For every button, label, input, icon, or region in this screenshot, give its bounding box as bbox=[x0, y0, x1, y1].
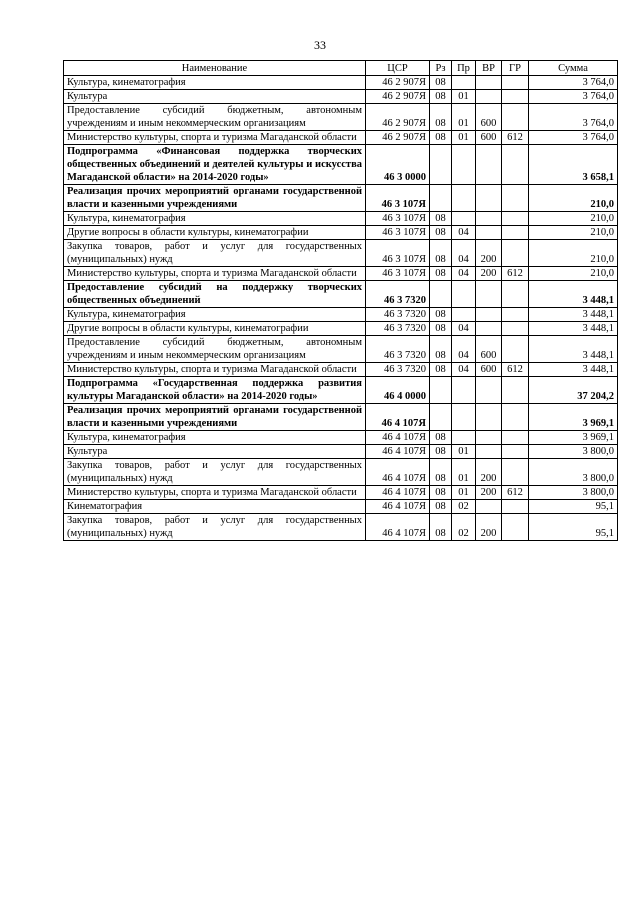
row-sum: 3 448,1 bbox=[529, 308, 618, 322]
row-gr bbox=[502, 90, 529, 104]
row-pr bbox=[452, 76, 476, 90]
row-rz: 08 bbox=[430, 459, 452, 486]
row-csr: 46 4 107Я bbox=[366, 500, 430, 514]
row-pr bbox=[452, 185, 476, 212]
row-csr: 46 4 107Я bbox=[366, 459, 430, 486]
row-sum: 210,0 bbox=[529, 240, 618, 267]
row-name: Другие вопросы в области культуры, кинематографии bbox=[64, 322, 366, 336]
row-name: Закупка товаров, работ и услуг для государственных (муниципальных) нужд bbox=[64, 459, 366, 486]
table-row bbox=[64, 500, 618, 514]
row-vr bbox=[476, 185, 502, 212]
row-rz: 08 bbox=[430, 514, 452, 541]
row-rz: 08 bbox=[430, 445, 452, 459]
row-csr: 46 3 107Я bbox=[366, 185, 430, 212]
row-pr: 01 bbox=[452, 459, 476, 486]
row-csr: 46 3 0000 bbox=[366, 145, 430, 185]
row-csr: 46 3 107Я bbox=[366, 240, 430, 267]
row-pr bbox=[452, 404, 476, 431]
row-rz: 08 bbox=[430, 226, 452, 240]
row-gr bbox=[502, 185, 529, 212]
row-sum: 3 764,0 bbox=[529, 76, 618, 90]
row-csr: 46 2 907Я bbox=[366, 131, 430, 145]
row-vr bbox=[476, 90, 502, 104]
row-sum: 3 764,0 bbox=[529, 104, 618, 131]
row-gr: 612 bbox=[502, 131, 529, 145]
table-row bbox=[64, 336, 618, 363]
row-gr bbox=[502, 308, 529, 322]
row-gr bbox=[502, 281, 529, 308]
row-rz: 08 bbox=[430, 240, 452, 267]
row-rz: 08 bbox=[430, 336, 452, 363]
table-row bbox=[64, 514, 618, 541]
row-gr: 612 bbox=[502, 363, 529, 377]
header-rz: Рз bbox=[430, 61, 452, 76]
row-sum: 95,1 bbox=[529, 500, 618, 514]
row-sum: 3 764,0 bbox=[529, 90, 618, 104]
row-name: Предоставление субсидий бюджетным, автономным учреждениям и иным некоммерческим организациям bbox=[64, 336, 366, 363]
header-sum: Сумма bbox=[529, 61, 618, 76]
row-pr bbox=[452, 281, 476, 308]
table-row bbox=[64, 308, 618, 322]
row-sum: 210,0 bbox=[529, 226, 618, 240]
row-rz: 08 bbox=[430, 267, 452, 281]
table-row bbox=[64, 445, 618, 459]
row-vr bbox=[476, 145, 502, 185]
row-csr: 46 2 907Я bbox=[366, 90, 430, 104]
row-vr bbox=[476, 212, 502, 226]
table-row bbox=[64, 404, 618, 431]
row-name: Кинематография bbox=[64, 500, 366, 514]
row-csr: 46 3 107Я bbox=[366, 267, 430, 281]
row-csr: 46 4 107Я bbox=[366, 404, 430, 431]
row-vr bbox=[476, 308, 502, 322]
table-row bbox=[64, 281, 618, 308]
row-gr bbox=[502, 445, 529, 459]
row-sum: 3 448,1 bbox=[529, 336, 618, 363]
header-pr: Пр bbox=[452, 61, 476, 76]
row-csr: 46 4 107Я bbox=[366, 431, 430, 445]
row-vr bbox=[476, 322, 502, 336]
row-csr: 46 3 7320 bbox=[366, 281, 430, 308]
row-vr bbox=[476, 226, 502, 240]
table-row bbox=[64, 377, 618, 404]
row-vr bbox=[476, 377, 502, 404]
table-body bbox=[64, 76, 618, 541]
row-gr bbox=[502, 145, 529, 185]
row-sum: 3 658,1 bbox=[529, 145, 618, 185]
row-pr: 01 bbox=[452, 486, 476, 500]
row-pr: 01 bbox=[452, 90, 476, 104]
row-rz: 08 bbox=[430, 431, 452, 445]
table-row bbox=[64, 212, 618, 226]
row-name: Культура, кинематография bbox=[64, 431, 366, 445]
row-vr bbox=[476, 445, 502, 459]
row-name: Другие вопросы в области культуры, кинематографии bbox=[64, 226, 366, 240]
row-csr: 46 4 0000 bbox=[366, 377, 430, 404]
row-sum: 3 969,1 bbox=[529, 404, 618, 431]
table-row bbox=[64, 226, 618, 240]
row-pr: 04 bbox=[452, 240, 476, 267]
row-gr bbox=[502, 104, 529, 131]
row-vr bbox=[476, 500, 502, 514]
row-name: Министерство культуры, спорта и туризма Магаданской области bbox=[64, 486, 366, 500]
row-name: Культура, кинематография bbox=[64, 212, 366, 226]
row-vr bbox=[476, 404, 502, 431]
row-gr bbox=[502, 500, 529, 514]
row-gr bbox=[502, 514, 529, 541]
row-gr bbox=[502, 404, 529, 431]
header-vr: ВР bbox=[476, 61, 502, 76]
table-row bbox=[64, 185, 618, 212]
row-name: Закупка товаров, работ и услуг для государственных (муниципальных) нужд bbox=[64, 240, 366, 267]
row-csr: 46 3 7320 bbox=[366, 322, 430, 336]
row-sum: 3 800,0 bbox=[529, 445, 618, 459]
row-name: Культура, кинематография bbox=[64, 76, 366, 90]
row-gr bbox=[502, 336, 529, 363]
row-vr: 200 bbox=[476, 459, 502, 486]
table-row bbox=[64, 104, 618, 131]
row-vr: 200 bbox=[476, 267, 502, 281]
row-csr: 46 3 7320 bbox=[366, 308, 430, 322]
row-gr bbox=[502, 377, 529, 404]
row-sum: 3 448,1 bbox=[529, 281, 618, 308]
row-rz: 08 bbox=[430, 486, 452, 500]
row-gr bbox=[502, 226, 529, 240]
table-row bbox=[64, 363, 618, 377]
row-pr bbox=[452, 308, 476, 322]
row-sum: 210,0 bbox=[529, 185, 618, 212]
row-vr: 600 bbox=[476, 131, 502, 145]
row-csr: 46 4 107Я bbox=[366, 445, 430, 459]
row-pr: 01 bbox=[452, 445, 476, 459]
row-pr bbox=[452, 145, 476, 185]
row-name: Культура bbox=[64, 90, 366, 104]
row-rz: 08 bbox=[430, 363, 452, 377]
row-vr: 200 bbox=[476, 514, 502, 541]
table-row bbox=[64, 240, 618, 267]
row-rz: 08 bbox=[430, 90, 452, 104]
row-sum: 95,1 bbox=[529, 514, 618, 541]
row-name: Подпрограмма «Финансовая поддержка творческих общественных объединений и деятелей культуры и искусства Магаданской области» на 2014-2020 годы» bbox=[64, 145, 366, 185]
row-pr: 02 bbox=[452, 514, 476, 541]
row-name: Подпрограмма «Государственная поддержка развития культуры Магаданской области» на 2014-2020 годы» bbox=[64, 377, 366, 404]
row-pr: 04 bbox=[452, 322, 476, 336]
row-rz: 08 bbox=[430, 322, 452, 336]
header-name: Наименование bbox=[64, 61, 366, 76]
row-name: Министерство культуры, спорта и туризма Магаданской области bbox=[64, 267, 366, 281]
row-csr: 46 3 7320 bbox=[366, 363, 430, 377]
row-sum: 3 764,0 bbox=[529, 131, 618, 145]
row-name: Реализация прочих мероприятий органами государственной власти и казенными учреждениями bbox=[64, 185, 366, 212]
row-name: Закупка товаров, работ и услуг для государственных (муниципальных) нужд bbox=[64, 514, 366, 541]
row-sum: 3 800,0 bbox=[529, 486, 618, 500]
row-pr: 02 bbox=[452, 500, 476, 514]
row-rz bbox=[430, 404, 452, 431]
row-name: Культура bbox=[64, 445, 366, 459]
row-gr bbox=[502, 76, 529, 90]
row-rz: 08 bbox=[430, 308, 452, 322]
table-row bbox=[64, 145, 618, 185]
row-vr: 200 bbox=[476, 486, 502, 500]
row-rz: 08 bbox=[430, 104, 452, 131]
page-number: 33 bbox=[314, 38, 326, 52]
row-csr: 46 3 107Я bbox=[366, 212, 430, 226]
row-pr: 04 bbox=[452, 226, 476, 240]
row-pr: 04 bbox=[452, 267, 476, 281]
row-rz: 08 bbox=[430, 76, 452, 90]
row-vr bbox=[476, 281, 502, 308]
row-sum: 3 969,1 bbox=[529, 431, 618, 445]
row-name: Культура, кинематография bbox=[64, 308, 366, 322]
row-csr: 46 4 107Я bbox=[366, 486, 430, 500]
row-rz bbox=[430, 185, 452, 212]
table-row bbox=[64, 267, 618, 281]
row-pr: 04 bbox=[452, 336, 476, 363]
row-sum: 3 448,1 bbox=[529, 363, 618, 377]
row-vr: 600 bbox=[476, 336, 502, 363]
table-header-row bbox=[64, 61, 618, 76]
row-vr bbox=[476, 431, 502, 445]
row-vr bbox=[476, 76, 502, 90]
header-csr: ЦСР bbox=[366, 61, 430, 76]
table-row bbox=[64, 131, 618, 145]
row-rz: 08 bbox=[430, 500, 452, 514]
row-name: Предоставление субсидий бюджетным, автономным учреждениям и иным некоммерческим организациям bbox=[64, 104, 366, 131]
row-name: Реализация прочих мероприятий органами государственной власти и казенными учреждениями bbox=[64, 404, 366, 431]
row-sum: 210,0 bbox=[529, 267, 618, 281]
row-name: Министерство культуры, спорта и туризма Магаданской области bbox=[64, 363, 366, 377]
row-pr: 01 bbox=[452, 131, 476, 145]
row-pr bbox=[452, 431, 476, 445]
row-vr: 200 bbox=[476, 240, 502, 267]
row-rz: 08 bbox=[430, 212, 452, 226]
table-row bbox=[64, 90, 618, 104]
row-gr bbox=[502, 212, 529, 226]
row-pr bbox=[452, 212, 476, 226]
row-gr bbox=[502, 459, 529, 486]
row-rz bbox=[430, 281, 452, 308]
row-gr bbox=[502, 240, 529, 267]
table-row bbox=[64, 459, 618, 486]
row-name: Министерство культуры, спорта и туризма Магаданской области bbox=[64, 131, 366, 145]
table-row bbox=[64, 486, 618, 500]
row-csr: 46 2 907Я bbox=[366, 76, 430, 90]
table-row bbox=[64, 431, 618, 445]
row-rz: 08 bbox=[430, 131, 452, 145]
row-gr: 612 bbox=[502, 486, 529, 500]
row-csr: 46 4 107Я bbox=[366, 514, 430, 541]
row-rz bbox=[430, 145, 452, 185]
row-pr: 04 bbox=[452, 363, 476, 377]
row-csr: 46 3 107Я bbox=[366, 226, 430, 240]
row-gr bbox=[502, 431, 529, 445]
table-row bbox=[64, 76, 618, 90]
row-vr: 600 bbox=[476, 104, 502, 131]
row-pr bbox=[452, 377, 476, 404]
row-sum: 3 800,0 bbox=[529, 459, 618, 486]
row-csr: 46 3 7320 bbox=[366, 336, 430, 363]
row-csr: 46 2 907Я bbox=[366, 104, 430, 131]
row-sum: 210,0 bbox=[529, 212, 618, 226]
row-gr: 612 bbox=[502, 267, 529, 281]
header-gr: ГР bbox=[502, 61, 529, 76]
row-name: Предоставление субсидий на поддержку творческих общественных объединений bbox=[64, 281, 366, 308]
row-rz bbox=[430, 377, 452, 404]
table-row bbox=[64, 322, 618, 336]
budget-table bbox=[63, 60, 618, 541]
row-vr: 600 bbox=[476, 363, 502, 377]
row-gr bbox=[502, 322, 529, 336]
row-pr: 01 bbox=[452, 104, 476, 131]
row-sum: 37 204,2 bbox=[529, 377, 618, 404]
row-sum: 3 448,1 bbox=[529, 322, 618, 336]
